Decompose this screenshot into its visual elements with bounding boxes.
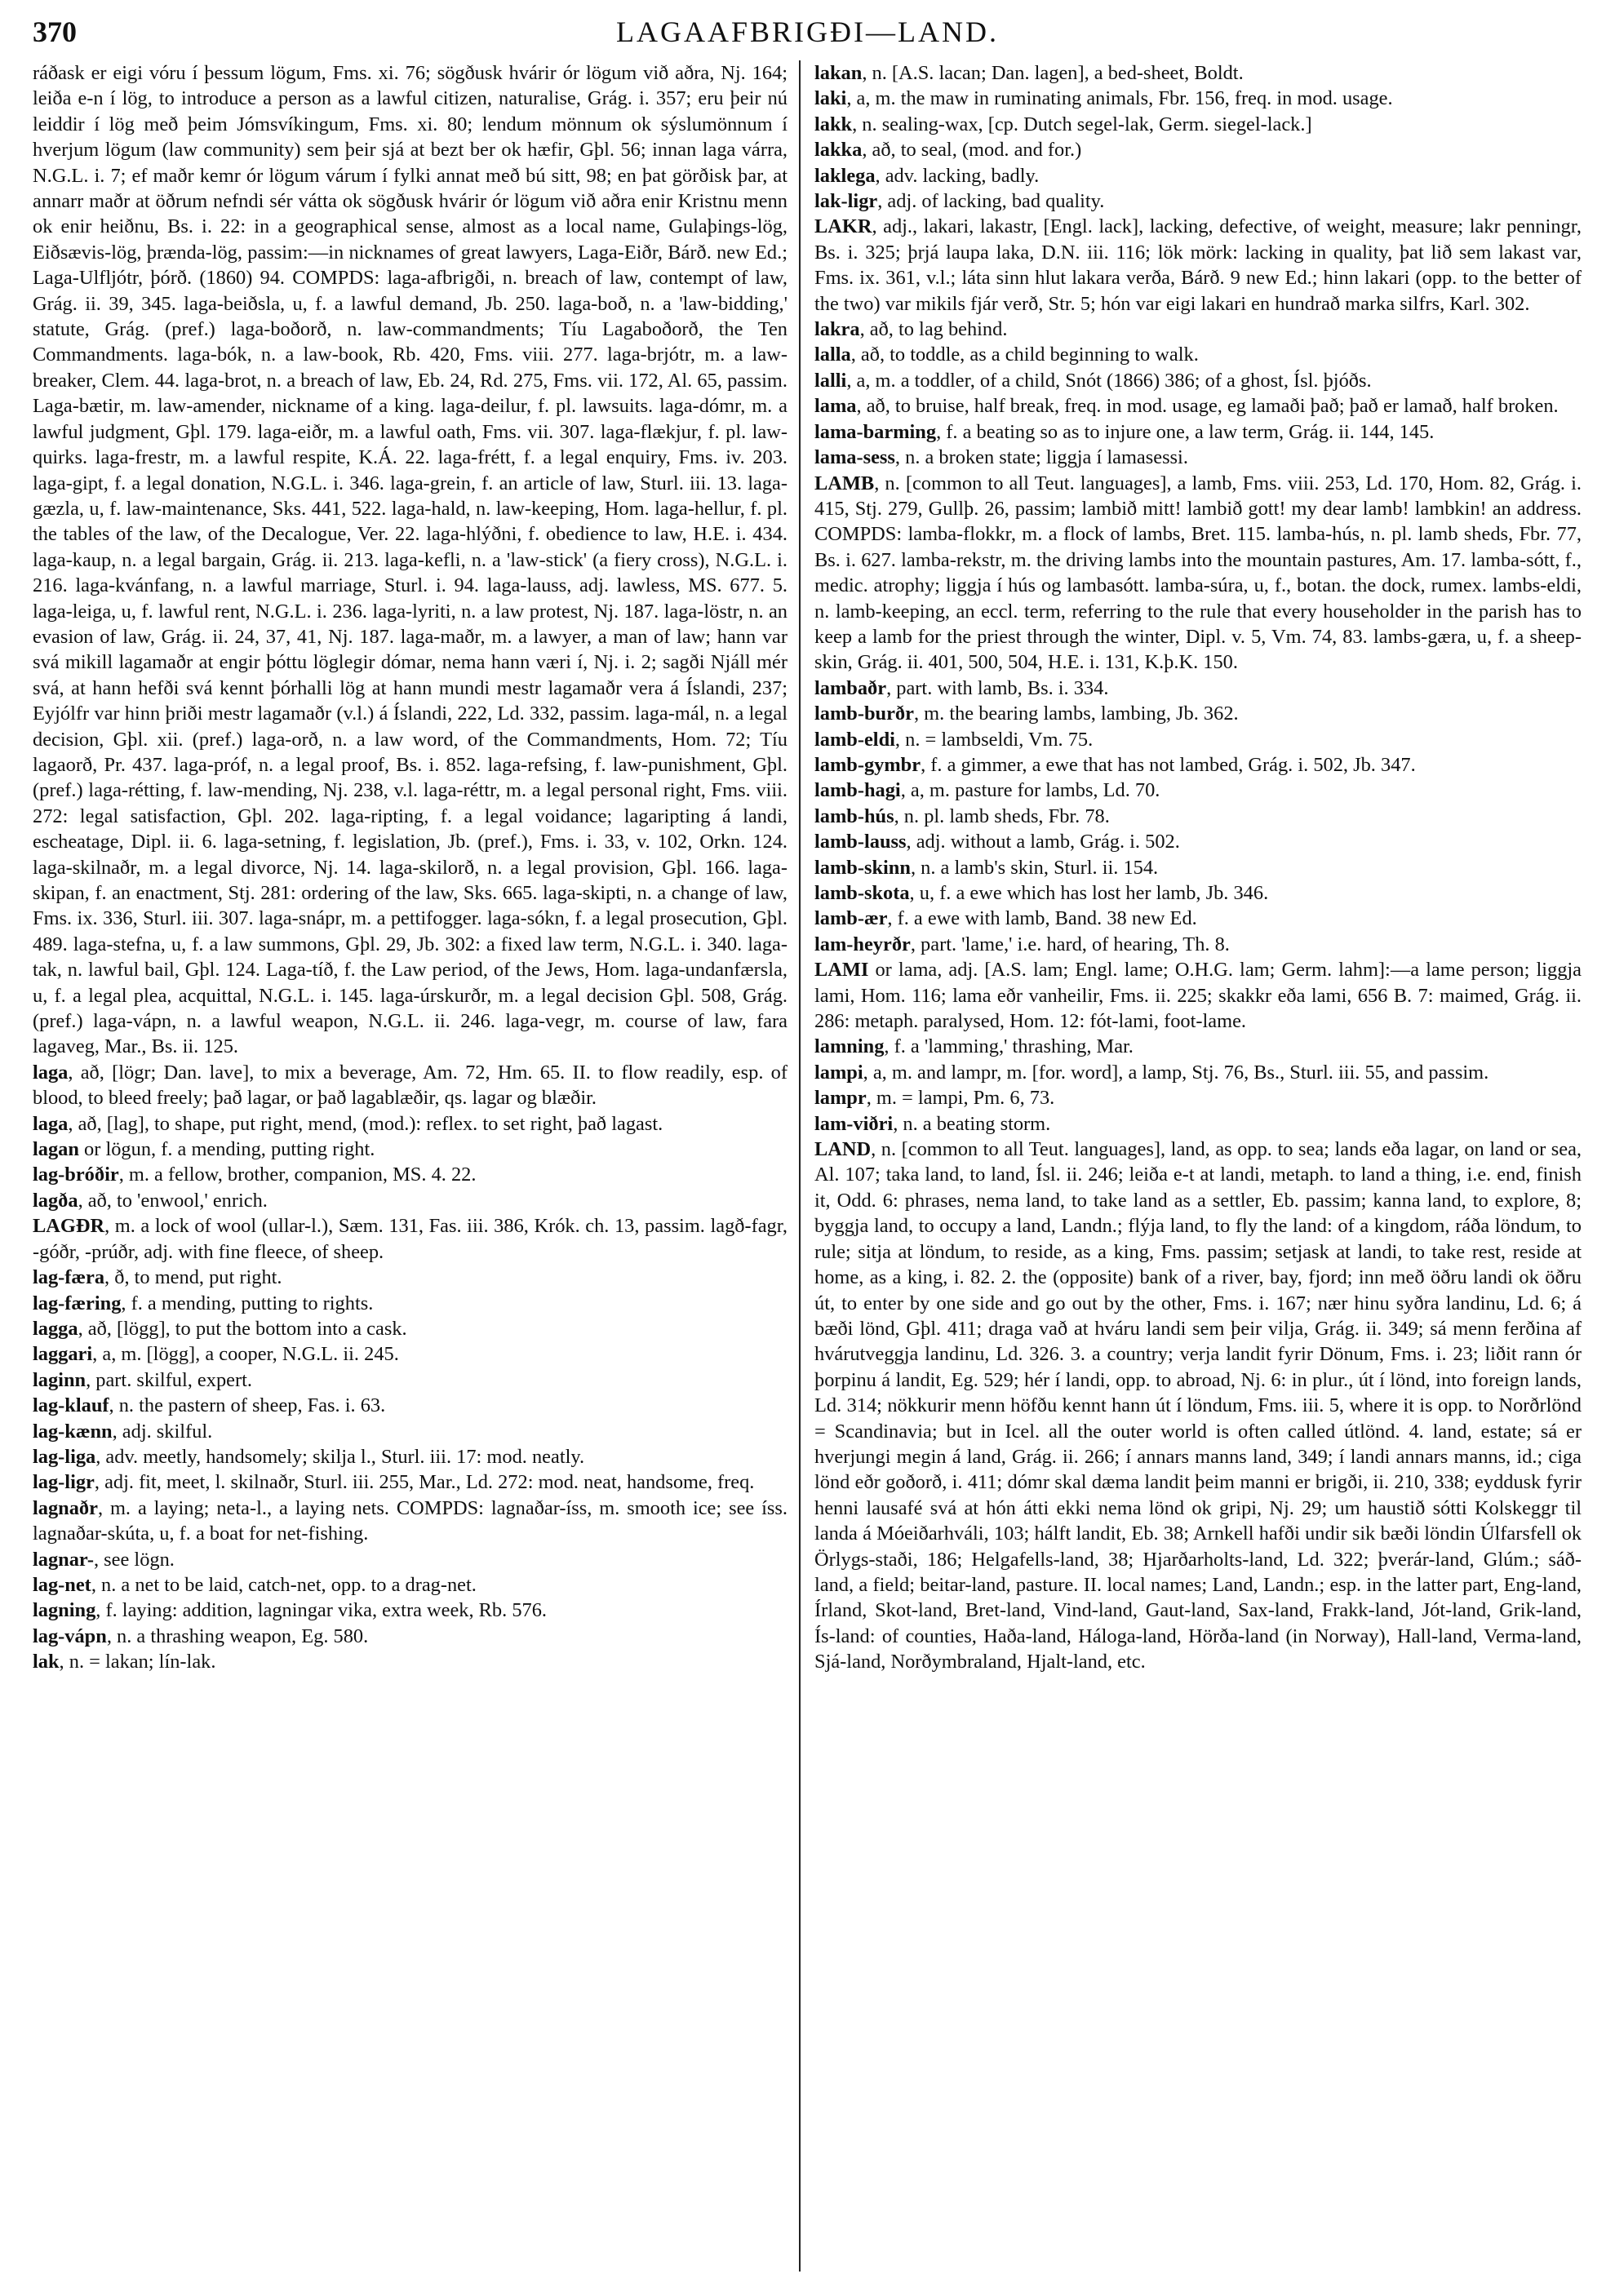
headword: LAKR [814, 215, 872, 238]
definition-text: , n. pl. lamb sheds, Fbr. 78. [894, 804, 1110, 827]
headword: laga [33, 1061, 69, 1084]
dictionary-entry [814, 957, 1582, 1034]
dictionary-entry [33, 1111, 788, 1137]
definition-text: , part. 'lame,' i.e. hard, of hearing, Th. 8. [910, 933, 1230, 955]
headword: laggari [33, 1343, 93, 1366]
headword: lag-kænn [33, 1420, 113, 1443]
dictionary-entry [33, 1496, 788, 1547]
dictionary-entry [814, 86, 1582, 111]
dictionary-entry [814, 60, 1582, 86]
dictionary-entry [33, 1367, 788, 1393]
definition-text: , adv. lacking, badly. [875, 164, 1040, 187]
dictionary-entry [814, 419, 1582, 445]
dictionary-entry [814, 1060, 1582, 1085]
definition-text: , adj. without a lamb, Grág. i. 502. [906, 831, 1180, 853]
definition-text: , að, [lag], to shape, put right, mend, (mod.): reflex. to set right, það lagast. [68, 1112, 663, 1135]
headword: laki [814, 87, 847, 110]
dictionary-entry [814, 701, 1582, 726]
dictionary-entry [33, 1547, 788, 1572]
dictionary-entry [814, 368, 1582, 393]
dictionary-entry [814, 1085, 1582, 1110]
headword: lambaðr [814, 676, 887, 699]
dictionary-entry [33, 1316, 788, 1341]
headword: lam-viðri [814, 1112, 894, 1135]
definition-text: , f. laying: addition, lagningar vika, extra week, Rb. 576. [95, 1599, 548, 1622]
headword: lak-ligr [814, 190, 878, 213]
dictionary-entry [814, 214, 1582, 317]
headword: lamb-skinn [814, 856, 911, 879]
headword: lama-barming [814, 420, 937, 443]
definition-text: , m. a laying; neta-l., a laying nets. COMPDS: lagnaðar-íss, m. smooth ice; see íss. lagnaðar-skúta, u, f. a boat for net-fishing. [33, 1496, 788, 1545]
headword: lalla [814, 344, 851, 366]
dictionary-entry [814, 471, 1582, 676]
dictionary-entry [33, 1419, 788, 1444]
definition-text: , see lögn. [93, 1548, 175, 1571]
dictionary-entry [814, 727, 1582, 752]
headword: LAMI [814, 959, 869, 982]
dictionary-entry [814, 676, 1582, 701]
dictionary-entry [814, 137, 1582, 162]
definition-text: , m. a lock of wool (ullar-l.), Sæm. 131, Fas. iii. 386, Krók. ch. 13, passim. lagð-fagr, -góðr, -prúðr, adj. with fine fleece, of sheep. [33, 1215, 788, 1263]
headword: lampr [814, 1087, 867, 1110]
dictionary-entry [814, 932, 1582, 957]
page-number: 370 [33, 16, 77, 48]
definition-text: , n. a lamb's skin, Sturl. ii. 154. [910, 856, 1159, 879]
headword: lamb-ær [814, 907, 888, 930]
dictionary-entry [814, 342, 1582, 367]
dictionary-entry [33, 1213, 788, 1265]
dictionary-entry [33, 1444, 788, 1469]
headword: lag-bróðir [33, 1164, 119, 1186]
definition-text: , m. the bearing lambs, lambing, Jb. 362. [913, 703, 1239, 725]
definition-text: , adv. meetly, handsomely; skilja l., Sturl. iii. 17: mod. neatly. [95, 1445, 585, 1468]
definition-text: , a, m. a toddler, of a child, Snót (1866) 386; of a ghost, Ísl. þjóðs. [846, 369, 1372, 392]
dictionary-entry [33, 1265, 788, 1290]
definition-text: , n. [common to all Teut. languages], land, as opp. to sea; lands eða lagar, on land or sea, Al. 107; taka land, to land, Ísl. ii. 246; leiða e-t at landi, metaph. to land a thing, i.e. end, finish it, Odd. 6: phrases, nema land, to take land as a settler, Eb. passim; kanna land, to explore, 8; byggja land, to occupy a land, Landn.; flýja land, to fly the land: of a kingdom, ráða löndum, to rule; sitja at löndum, to reside, as a king, Fms. passim; setjask at landi, to take rest, reside at home, as a king, i. 82. 2. the (opposite) bank of a river, bay, fjord; inn með öðru landi ok öðru út, to enter by one side and go out by the other, Fms. i. 167; nær hinu syðra landinu, Ld. 6; á bæði lönd, Gþl. 411; draga vað at hváru landi sem þeir vilja, Grág. ii. 349; sá menn ferðina af hvárutveggja landinu, Ld. 326. 3. a country; verja landit fyrir Dönum, Fms. i. 23; liðit rann ór þorpinu á landit, Eg. 529; hér í landi, opp. to abroad, Nj. 6: in plur., út í lönd, into foreign lands, Ld. 314; nökkurir menn höfðu kennt hann út í löndum, Fms. iii. 5, where it is opp. to Norðrlönd = Scandinavia; but in Icel. all the outer world is often called útlönd. 4. land, estate; sá er hverjungi megin á land, Grág. ii. 266; í annars manns land, 349; í landi annars manns, id.; ciga lönd eðr goðorð, i. 411; dómr skal dæma landit þeim manni er brigði, ii. 210, 338; eyddusk fyrir henni lausafé svá at hón átti ekki nema lönd ok gripi, Nj. 29; um haustið sótti Kolskeggr til landa á Móeiðarhváli, 103; hálft landit, Eb. 38; Arnkell hafði undir sik bæði löndin Úlfarsfell ok Örlygs-staði, 186; Helgafells-land, 38; Hjarðarholts-land, Ld. 322; þverár-land, Glúm.; sáð-land, a field; beitar-land, pasture. II. local names; Land, Landn.; esp. in the latter part, Eng-land, Írland, Skot-land, Bret-land, Vind-land, Gaut-land, Sax-land, Frakk-land, Jót-land, Grik-land, Ís-land: of counties, Haða-land, Háloga-land, Hörða-land (in Norway), Hall-land, Verma-land, Sjá-land, Norðymbraland, Hjalt-land, etc. [814, 1138, 1582, 1673]
definition-text: , adj. fit, meet, l. skilnaðr, Sturl. iii. 255, Mar., Ld. 272: mod. neat, handsome, freq. [94, 1471, 755, 1494]
headword: lakra [814, 318, 860, 341]
definition-text: , n. sealing-wax, [cp. Dutch segel-lak, Germ. siegel-lack.] [852, 113, 1312, 135]
headword: laginn [33, 1368, 87, 1391]
headword: lag-vápn [33, 1624, 107, 1647]
dictionary-entry [814, 829, 1582, 854]
headword: lag-færa [33, 1266, 105, 1289]
definition-text: , n. the pastern of sheep, Fas. i. 63. [109, 1394, 386, 1417]
headword: lagan [33, 1138, 79, 1161]
definition-text: , n. a thrashing weapon, Eg. 580. [106, 1624, 369, 1647]
definition-text: , að, [lögr; Dan. lave], to mix a beverage, Am. 72, Hm. 65. II. to flow readily, esp. of blood, to bleed freely; það lagar, or það lagablæðir, qs. lagar og blæðir. [33, 1061, 788, 1110]
definition-text: , að, to lag behind. [859, 318, 1008, 341]
headword: lama-sess [814, 446, 895, 469]
definition-text: , m. = lampi, Pm. 6, 73. [866, 1087, 1055, 1110]
dictionary-entry [814, 804, 1582, 829]
headword: laklega [814, 164, 876, 187]
dictionary-entry [814, 855, 1582, 880]
column-divider [799, 60, 801, 2272]
definition-text: , n. = lambseldi, Vm. 75. [894, 728, 1094, 751]
headword: LAGÐR [33, 1215, 105, 1238]
definition-text: , adj. skilful. [112, 1420, 213, 1443]
definition-text: , f. a beating so as to injure one, a law term, Grág. ii. 144, 145. [936, 420, 1435, 443]
dictionary-entry [33, 1291, 788, 1316]
definition-text: or lögun, f. a mending, putting right. [78, 1138, 375, 1161]
definition-text: , að, [lögg], to put the bottom into a cask. [78, 1317, 407, 1340]
definition-text: ráðask er eigi vóru í þessum lögum, Fms. xi. 76; sögðusk hvárir ór lögum við aðra, Nj. 164; leiða e-n í lög, to introduce a person as a lawful citizen, naturalise, Grág. i. 357; eru þeir nú leiddir í lög með þeim Jómsvíkingum, Fms. xi. 80; lendum mönnum ok sýslumönnum í hverjum lögum (law community) sem þeir sjá at bezt ber ok hæfir, Gþl. 56; innan laga várra, N.G.L. i. 7; ef maðr kemr ór lögum várum í fylki annat með bú sitt, 98; en þat görðisk þar, at annarr maðr at öðrum nefndi sér vátta ok sögðusk hvárir ór lögum við aðra enir Kristnu menn ok enir heiðnu, Bs. i. 22: in a geographical sense, almost as a local name, Gulaþings-lög, Eiðsævis-lög, þrænda-lög, passim:—in nicknames of great lawyers, Laga-Eiðr, Bárð. new Ed.; Laga-Ulfljótr, þórð. (1860) 94. COMPDS: laga-afbrigði, n. breach of law, contempt of law, Grág. ii. 39, 345. laga-beiðsla, u, f. a lawful demand, Jb. 250. laga-boð, n. a 'law-bidding,' statute, Grág. (pref.) laga-boðorð, n. law-commandments; Tíu Lagaboðorð, the Ten Commandments. laga-bók, n. a law-book, Rb. 420, Fms. viii. 277. laga-brjótr, m. a law-breaker, Clem. 44. laga-brot, n. a breach of law, Eb. 24, Rd. 275, Fms. vii. 172, Al. 65, passim. Laga-bætir, m. law-amender, nickname of a king. laga-deilur, f. pl. lawsuits. laga-dómr, m. a lawful judgment, Gþl. 179. laga-eiðr, m. a lawful oath, Fms. vii. 307. laga-flækjur, f. pl. law-quirks. laga-frestr, m. a lawful respite, K.Á. 22. laga-frétt, f. a legal enquiry, Fms. iv. 203. laga-gipt, f. a legal donation, N.G.L. i. 346. laga-grein, f. an article of law, Sturl. iii. 13. laga-gæzla, u, f. law-maintenance, Sks. 441, 522. laga-hald, n. law-keeping, Hom. laga-hellur, f. pl. the tables of the law, of the Decalogue, Ver. 22. laga-hlýðni, f. obedience to law, H.E. i. 434. laga-kaup, n. a legal bargain, Grág. ii. 213. laga-kefli, n. a 'law-stick' (a fiery cross), N.G.L. i. 216. laga-kvánfang, n. a lawful marriage, Sturl. i. 94. laga-lauss, adj. lawless, MS. 677. 5. laga-leiga, u, f. lawful rent, N.G.L. i. 236. laga-lyriti, n. a law protest, Nj. 187. laga-löstr, n. an evasion of law, Grág. ii. 24, 37, 41, Nj. 187. laga-maðr, m. a lawyer, a man of law; hann var svá mikill lagamaðr at engir þóttu löglegir dómar, nema hann væri í, Nj. i. 2; sagði Njáll mér svá, at hann hefði svá kennt þórhalli lög at hann mundi mestr lagamaðr vera á Íslandi, 237; Eyjólfr var hinn þriði mestr lagamaðr (v.l.) á Íslandi, 222, Ld. 332, passim. laga-mál, n. a legal decision, Gþl. xii. (pref.) laga-orð, n. a law word, of the Commandments, Hom. 72; Tíu lagaorð, Pr. 437. laga-próf, n. a legal proof, Bs. i. 852. laga-refsing, f. law-punishment, Gþl. (pref.) laga-rétting, f. law-mending, Nj. 238, v.l. laga-réttr, m. a legal personal right, Fms. viii. 272: legal satisfaction, Gþl. 202. laga-ripting, f. a legal voidance; lagaripting á landi, escheatage, Dipl. ii. 6. laga-setning, f. legislation, Jb. (pref.), Fms. i. 33, v. 102, Orkn. 124. laga-skilnaðr, m. a legal divorce, Nj. 14. laga-skilorð, n. a legal provision, Gþl. 166. laga-skipan, f. an enactment, Stj. 281: ordering of the law, Sks. 665. laga-skipti, n. a change of law, Fms. ix. 336, Sturl. iii. 307. laga-snápr, m. a pettifogger. laga-sókn, f. a legal prosecution, Gþl. 489. laga-stefna, u, f. a law summons, Gþl. 29, Jb. 302: a fixed law term, N.G.L. i. 340. laga-tak, n. lawful bail, Gþl. 124. Laga-tíð, f. the Law period, of the Jews, Hom. laga-undanfærsla, u, f. a legal plea, acquittal, N.G.L. i. 145. laga-úrskurðr, m. a legal decision Gþl. 508, Grág. (pref.) laga-vápn, n. a lawful weapon, N.G.L. ii. 246. laga-vegr, m. course of law, fara lagaveg, Mar., Bs. ii. 125. [33, 62, 788, 1058]
definition-text: , að, to bruise, half break, freq. in mod. usage, eg lamaði það; það er lamað, half broken. [856, 395, 1559, 418]
definition-text: , a, m. [lögg], a cooper, N.G.L. ii. 245. [92, 1343, 399, 1366]
definition-text: , f. a mending, putting to rights. [121, 1292, 374, 1314]
definition-text: , a, m. the maw in ruminating animals, Fbr. 156, freq. in mod. usage. [846, 87, 1393, 110]
dictionary-entry [814, 906, 1582, 931]
definition-text: , ð, to mend, put right. [104, 1266, 282, 1289]
headword: lamb-lauss [814, 831, 907, 853]
right-column [814, 60, 1582, 2272]
definition-text: , f. a gimmer, a ewe that has not lambed, Grág. i. 502, Jb. 347. [921, 753, 1416, 776]
dictionary-entry [33, 1572, 788, 1598]
headword: lamb-eldi [814, 728, 895, 751]
dictionary-entry [814, 317, 1582, 342]
definition-text: , a, m. pasture for lambs, Ld. 70. [900, 779, 1160, 802]
dictionary-entry [33, 1598, 788, 1623]
dictionary-entry [814, 1034, 1582, 1059]
definition-text: , f. a ewe with lamb, Band. 38 new Ed. [887, 907, 1197, 930]
headword: lagga [33, 1317, 78, 1340]
dictionary-entry [814, 393, 1582, 419]
definition-text: , að, to 'enwool,' enrich. [78, 1189, 268, 1212]
definition-text: , n. [common to all Teut. languages], a lamb, Fms. viii. 253, Ld. 170, Hom. 82, Grág. i. 415, Stj. 279, Gullþ. 26, passim; lambið mitt! lambið gott! my dear lamb! lambkin! an address. COMPDS: lamba-flokkr, m. a flock of lambs, Bret. 115. lamba-hús, n. pl. lamb sheds, Fbr. 77, Bs. i. 627. lamba-rekstr, m. the driving lambs into the mountain pastures, Am. 17. lamba-sótt, f., medic. atrophy; liggja í hús og lambasótt. lamba-súra, u, f., botan. the dock, rumex. lambs-eldi, n. lamb-keeping, an eccl. term, referring to the rule that every householder in the parish has to keep a lamb for the priest through the winter, Dipl. v. 5, Vm. 74, 83. lambs-gæra, u, f. a sheep-skin, Grág. ii. 401, 500, 504, H.E. i. 131, K.þ.K. 150. [814, 472, 1582, 674]
definition-text: , f. a 'lamming,' thrashing, Mar. [884, 1035, 1134, 1058]
dictionary-entry [814, 445, 1582, 470]
definition-text: , adj. of lacking, bad quality. [877, 190, 1105, 213]
dictionary-entry [814, 778, 1582, 803]
headword: lagning [33, 1599, 96, 1622]
dictionary-entry [814, 1137, 1582, 1675]
running-title: LAGAAFBRIGÐI—LAND. [616, 16, 999, 48]
headword: lamb-hagi [814, 779, 901, 802]
definition-text: or lama, adj. [A.S. lam; Engl. lame; O.H.G. lam; Germ. lahm]:—a lame person; liggja lami, Hom. 116; lama eðr vanheilir, Fms. ii. 225; skakkr eða lami, 656 B. 7: maimed, Grág. ii. 286: metaph. paralysed, Hom. 12: fót-lami, foot-lame. [814, 959, 1582, 1033]
headword: lagða [33, 1189, 78, 1212]
dictionary-entry [814, 163, 1582, 188]
page-header [33, 10, 1582, 59]
headword: lagnar- [33, 1548, 94, 1571]
dictionary-entry [33, 1341, 788, 1367]
headword: laga [33, 1112, 69, 1135]
headword: lag-net [33, 1573, 91, 1596]
definition-text: , part. with lamb, Bs. i. 334. [886, 676, 1109, 699]
dictionary-entry [814, 880, 1582, 906]
headword: lama [814, 395, 857, 418]
definition-text: , a, m. and lampr, m. [for. word], a lamp, Stj. 76, Bs., Sturl. iii. 55, and passim. [863, 1061, 1489, 1084]
headword: lakka [814, 139, 863, 162]
headword: lam-heyrðr [814, 933, 911, 955]
definition-text: , m. a fellow, brother, companion, MS. 4. 22. [118, 1164, 477, 1186]
definition-text: , n. a broken state; liggja í lamasessi. [894, 446, 1188, 469]
dictionary-entry [33, 1060, 788, 1111]
headword: lag-ligr [33, 1471, 95, 1494]
definition-text: , að, to toddle, as a child beginning to walk. [850, 344, 1199, 366]
headword: lampi [814, 1061, 863, 1084]
headword: lakan [814, 62, 863, 84]
headword: lak [33, 1651, 60, 1673]
dictionary-entry [33, 1649, 788, 1674]
definition-text: , u, f. a ewe which has lost her lamb, Jb. 346. [909, 882, 1269, 904]
headword: LAMB [814, 472, 875, 494]
dictionary-entry [814, 188, 1582, 214]
definition-text: , n. = lakan; lín-lak. [59, 1651, 216, 1673]
definition-text: , n. a net to be laid, catch-net, opp. to a drag-net. [91, 1573, 477, 1596]
dictionary-entry [33, 1624, 788, 1649]
definition-text: , n. a beating storm. [893, 1112, 1051, 1135]
headword: lamb-gymbr [814, 753, 921, 776]
headword: lag-liga [33, 1445, 96, 1468]
headword: lakk [814, 113, 853, 135]
definition-text: , adj., lakari, lakastr, [Engl. lack], lacking, defective, of weight, measure; lakr penningr, Bs. i. 325; þrjá laupa laka, D.N. iii. 116; lök mörk: lacking in quality, þat lið sem lakast var, Fms. ix. 361, v.l.; láta sinn hlut lakara verða, Bárð. 9 new Ed.; hinn lakari (opp. to the better of the two) var mikils fjár verð, Str. 5; hón var eigi lakari en hundrað marka silfrs, Karl. 302. [814, 215, 1582, 315]
entry-continuation [33, 60, 788, 1060]
dictionary-entry [33, 1162, 788, 1187]
left-column [33, 60, 788, 2272]
dictionary-entry [33, 1188, 788, 1213]
headword: lagnaðr [33, 1496, 98, 1519]
dictionary-entry [814, 752, 1582, 778]
headword: lamb-skota [814, 882, 910, 904]
headword: lamning [814, 1035, 885, 1058]
definition-text: , n. [A.S. lacan; Dan. lagen], a bed-sheet, Boldt. [862, 62, 1244, 84]
definition-text: , part. skilful, expert. [86, 1368, 252, 1391]
headword: LAND [814, 1138, 872, 1161]
dictionary-entry [33, 1393, 788, 1418]
headword: lamb-hús [814, 804, 894, 827]
dictionary-entry [33, 1137, 788, 1162]
dictionary-entry [814, 1111, 1582, 1137]
dictionary-entry [33, 1469, 788, 1495]
headword: lag-færing [33, 1292, 122, 1314]
dictionary-entry [814, 112, 1582, 137]
headword: lag-klauf [33, 1394, 109, 1417]
headword: lalli [814, 369, 847, 392]
headword: lamb-burðr [814, 703, 914, 725]
definition-text: , að, to seal, (mod. and for.) [862, 139, 1082, 162]
